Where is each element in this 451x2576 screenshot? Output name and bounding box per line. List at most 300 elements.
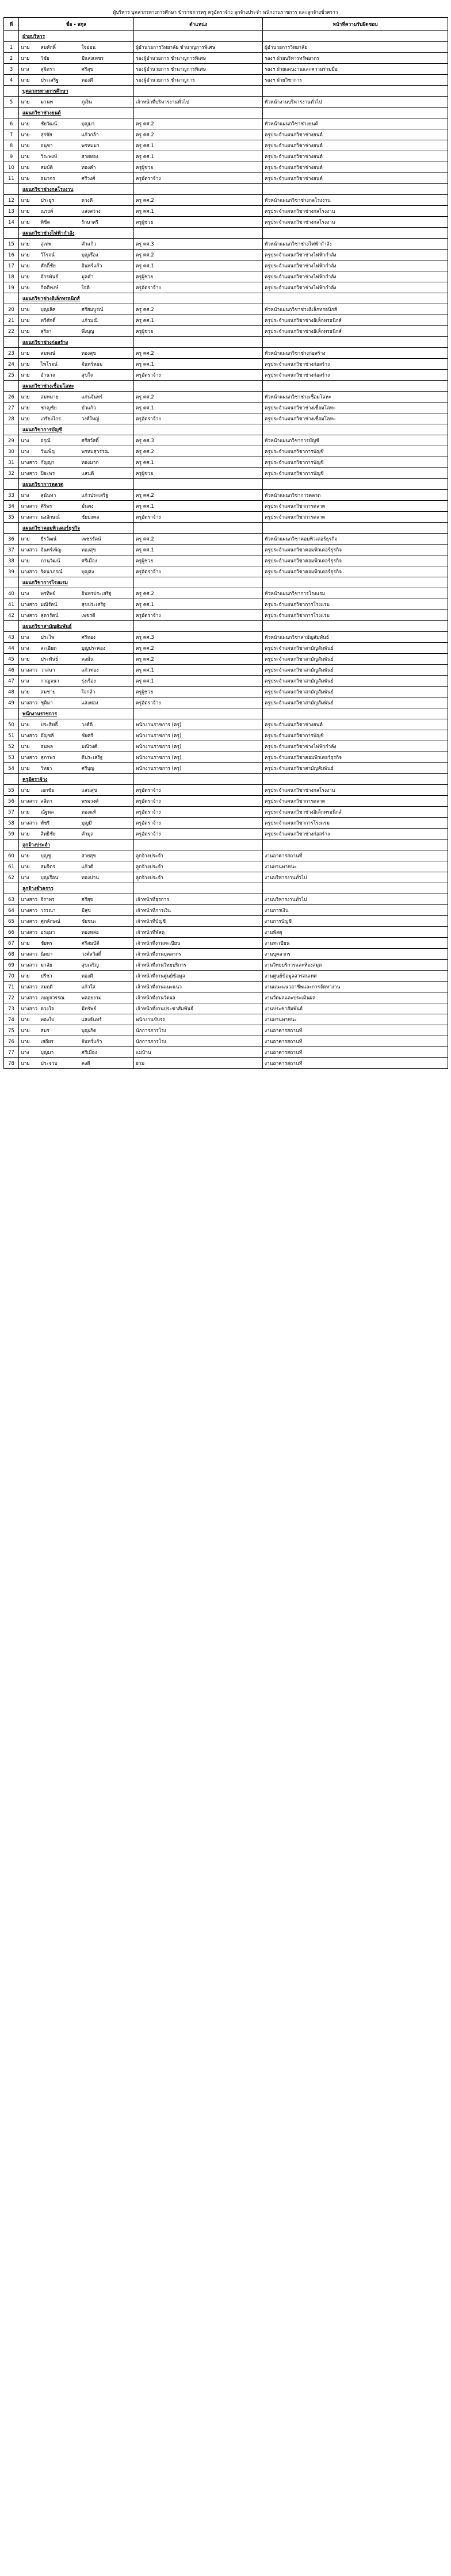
name-prefix: นาย [19, 359, 40, 370]
position-cell: นักการภารโรง [134, 1036, 263, 1047]
section-duty-cell [263, 839, 448, 850]
last-name: รุ่งเรือง [80, 676, 134, 687]
row-number: 69 [4, 960, 19, 971]
row-number: 57 [4, 807, 19, 818]
section-row [4, 621, 448, 632]
duty-cell: งานการเงิน [263, 905, 448, 916]
first-name: สมหมาย [40, 392, 80, 402]
section-number-cell [4, 108, 19, 118]
position-cell: ครู คศ.1 [134, 665, 263, 676]
section-row [4, 293, 448, 304]
first-name: จิราพร [40, 894, 80, 905]
section-position-cell [134, 839, 263, 850]
table-row [4, 829, 448, 839]
duty-cell: หัวหน้าแผนกวิชาช่างกลโรงงาน [263, 195, 448, 206]
document-title: ผู้บริหาร บุคลากรทางการศึกษา ข้าราชการครู ครูอัตราจ้าง ลูกจ้างประจำ พนักงานราชการ และลูกจ้างชั่วคราว [113, 9, 338, 15]
staff-table-body [4, 31, 448, 1069]
position-cell: ครู คศ.2 [134, 348, 263, 359]
header-number: ที่ [4, 18, 19, 31]
first-name: สุดารัตน์ [40, 610, 80, 621]
name-prefix: นาย [19, 534, 40, 545]
section-duty-cell [263, 108, 448, 118]
first-name: บุญเรือน [40, 872, 80, 883]
first-name: สุจิตรา [40, 64, 80, 75]
table-row [4, 1047, 448, 1058]
first-name: ณรงค์ [40, 206, 80, 217]
position-cell: เจ้าหน้าที่งานทะเบียน [134, 938, 263, 949]
first-name: นิตยา [40, 949, 80, 960]
last-name: พรหมสุวรรณ [80, 446, 134, 457]
first-name: วิชัย [40, 53, 80, 64]
duty-cell: ครูประจำแผนกวิชาช่างยนต์ [263, 151, 448, 162]
table-row [4, 490, 448, 501]
position-cell: ครู คศ.1 [134, 599, 263, 610]
first-name: ชุติมา [40, 697, 80, 708]
duty-cell: งานบริหารงานทั่วไป [263, 894, 448, 905]
duty-cell: ครูประจำแผนกวิชาช่างเชื่อมโลหะ [263, 402, 448, 413]
position-cell: ครู คศ.1 [134, 206, 263, 217]
last-name: ศรีสมบัติ [80, 938, 134, 949]
last-name: พรหมมา [80, 140, 134, 151]
section-position-cell [134, 184, 263, 195]
last-name: คงมั่น [80, 654, 134, 665]
position-cell: เจ้าหน้าที่งานบุคลากร [134, 949, 263, 960]
first-name: มานพ [40, 97, 80, 108]
name-prefix: นาย [19, 861, 40, 872]
name-prefix: นาย [19, 260, 40, 271]
row-number: 11 [4, 173, 19, 184]
table-row [4, 271, 448, 282]
last-name: ใจดี [80, 282, 134, 293]
duty-cell: หัวหน้าแผนกวิชาช่างยนต์ [263, 118, 448, 129]
section-position-cell [134, 523, 263, 534]
name-prefix: นางสาว [19, 905, 40, 916]
first-name: ดวงใจ [40, 1003, 80, 1014]
staff-table [3, 17, 448, 1069]
duty-cell: หัวหน้าแผนกวิชาช่างก่อสร้าง [263, 348, 448, 359]
position-cell: ครู คศ.1 [134, 151, 263, 162]
table-row [4, 697, 448, 708]
position-cell: ครูผู้ช่วย [134, 271, 263, 282]
first-name: ประยูร [40, 195, 80, 206]
duty-cell: งานวิทยบริการและห้องสมุด [263, 960, 448, 971]
section-duty-cell [263, 774, 448, 785]
table-row [4, 53, 448, 64]
row-number: 1 [4, 42, 19, 53]
position-cell: ครู คศ.1 [134, 315, 263, 326]
name-prefix: นาย [19, 370, 40, 381]
name-prefix: นางสาว [19, 566, 40, 577]
duty-cell: หัวหน้างานบริหารงานทั่วไป [263, 97, 448, 108]
position-cell: นักการภารโรง [134, 1025, 263, 1036]
name-prefix: นาง [19, 64, 40, 75]
row-number: 16 [4, 250, 19, 260]
position-cell: เจ้าหน้าที่งานวิทยบริการ [134, 960, 263, 971]
position-cell: ครู คศ.2 [134, 195, 263, 206]
section-duty-cell [263, 337, 448, 348]
name-prefix: นาย [19, 687, 40, 697]
first-name: สุเทพ [40, 239, 80, 250]
last-name: สายทอง [80, 151, 134, 162]
table-row [4, 992, 448, 1003]
table-row [4, 206, 448, 217]
name-prefix: นาย [19, 75, 40, 86]
section-number-cell [4, 228, 19, 239]
row-number: 33 [4, 490, 19, 501]
section-row [4, 708, 448, 719]
position-cell: ครู คศ.1 [134, 359, 263, 370]
duty-cell: งานการบัญชี [263, 916, 448, 927]
last-name: บัวแก้ว [80, 402, 134, 413]
duty-cell: งานอาคารสถานที่ [263, 1047, 448, 1058]
position-cell: ลูกจ้างประจำ [134, 872, 263, 883]
section-duty-cell [263, 883, 448, 894]
position-cell: เจ้าหน้าที่บัญชี [134, 916, 263, 927]
duty-cell: ครูประจำแผนกวิชาการโรงแรม [263, 610, 448, 621]
last-name: จันทร์หอม [80, 359, 134, 370]
row-number: 68 [4, 949, 19, 960]
table-row [4, 599, 448, 610]
first-name: สมร [40, 1025, 80, 1036]
duty-cell: ครูประจำแผนกวิชาช่างกลโรงงาน [263, 785, 448, 796]
last-name: คงดี [80, 1058, 134, 1069]
section-duty-cell [263, 523, 448, 534]
section-label: แผนกวิชาช่างเชื่อมโลหะ [19, 381, 134, 392]
last-name: ศรีเมือง [80, 1047, 134, 1058]
first-name: มาลัย [40, 960, 80, 971]
table-row [4, 872, 448, 883]
name-prefix: นางสาว [19, 960, 40, 971]
first-name: ชัยพร [40, 938, 80, 949]
last-name: วงศ์ดี [80, 719, 134, 730]
section-label: ฝ่ายบริหาร [19, 31, 134, 42]
section-label: แผนกวิชาช่างอิเล็กทรอนิกส์ [19, 293, 134, 304]
duty-cell: หัวหน้าแผนกวิชาการโรงแรม [263, 588, 448, 599]
name-prefix: นาย [19, 97, 40, 108]
first-name: เบญจวรรณ [40, 992, 80, 1003]
duty-cell: งานบุคลากร [263, 949, 448, 960]
section-row [4, 381, 448, 392]
section-position-cell [134, 31, 263, 42]
duty-cell: รองฯ ฝ่ายวิชาการ [263, 75, 448, 86]
position-cell: ครูอัตราจ้าง [134, 807, 263, 818]
name-prefix: นางสาว [19, 457, 40, 468]
last-name: บุญส่ง [80, 566, 134, 577]
row-number: 29 [4, 435, 19, 446]
name-prefix: นาง [19, 632, 40, 643]
header-duty: หน้าที่ความรับผิดชอบ [263, 18, 448, 31]
duty-cell: ครูประจำแผนกวิชาช่างยนต์ [263, 719, 448, 730]
last-name: มีแสงเพชร [80, 53, 134, 64]
name-prefix: นาง [19, 872, 40, 883]
section-number-cell [4, 523, 19, 534]
table-row [4, 250, 448, 260]
position-cell: พนักงานราชการ (ครู) [134, 730, 263, 741]
position-cell: ลูกจ้างประจำ [134, 850, 263, 861]
duty-cell: งานทะเบียน [263, 938, 448, 949]
section-position-cell [134, 228, 263, 239]
first-name: รัตนาภรณ์ [40, 566, 80, 577]
name-prefix: นางสาว [19, 468, 40, 479]
section-row [4, 839, 448, 850]
name-prefix: นาย [19, 763, 40, 774]
table-row [4, 64, 448, 75]
row-number: 58 [4, 818, 19, 829]
name-prefix: นางสาว [19, 512, 40, 523]
duty-cell: งานวัดผลและประเมินผล [263, 992, 448, 1003]
position-cell: ครูอัตราจ้าง [134, 829, 263, 839]
row-number: 38 [4, 555, 19, 566]
table-row [4, 1058, 448, 1069]
last-name: ศรีสุข [80, 894, 134, 905]
last-name: ชัยมงคล [80, 512, 134, 523]
row-number: 18 [4, 271, 19, 282]
last-name: บุญเรือง [80, 250, 134, 260]
first-name: ชาญชัย [40, 402, 80, 413]
last-name: บุญเกิด [80, 1025, 134, 1036]
section-duty-cell [263, 479, 448, 490]
row-number: 9 [4, 151, 19, 162]
row-number: 65 [4, 916, 19, 927]
first-name: สิทธิชัย [40, 829, 80, 839]
row-number: 61 [4, 861, 19, 872]
duty-cell: ครูประจำแผนกวิชาสามัญสัมพันธ์ [263, 654, 448, 665]
position-cell: ครูอัตราจ้าง [134, 785, 263, 796]
row-number: 77 [4, 1047, 19, 1058]
section-duty-cell [263, 424, 448, 435]
name-prefix: นางสาว [19, 818, 40, 829]
table-row [4, 785, 448, 796]
duty-cell: ครูประจำแผนกวิชาช่างยนต์ [263, 162, 448, 173]
table-row [4, 687, 448, 697]
table-row [4, 315, 448, 326]
position-cell: รองผู้อำนวยการ ชำนาญการพิเศษ [134, 53, 263, 64]
duty-cell: งานประชาสัมพันธ์ [263, 1003, 448, 1014]
row-number: 52 [4, 741, 19, 752]
position-cell: ครู คศ.1 [134, 676, 263, 687]
row-number: 15 [4, 239, 19, 250]
name-prefix: นางสาว [19, 982, 40, 992]
duty-cell: หัวหน้าแผนกวิชาช่างไฟฟ้ากำลัง [263, 239, 448, 250]
row-number: 41 [4, 599, 19, 610]
duty-cell: ครูประจำแผนกวิชาสามัญสัมพันธ์ [263, 676, 448, 687]
name-prefix: นาย [19, 118, 40, 129]
first-name: ศุภลักษณ์ [40, 916, 80, 927]
first-name: วรรณา [40, 905, 80, 916]
last-name: สายสุข [80, 850, 134, 861]
row-number: 2 [4, 53, 19, 64]
first-name: ณัฐพล [40, 807, 80, 818]
last-name: ทองดี [80, 75, 134, 86]
first-name: ประสิทธิ์ [40, 719, 80, 730]
name-prefix: นาย [19, 829, 40, 839]
row-number: 14 [4, 217, 19, 228]
last-name: แสงทอง [80, 697, 134, 708]
section-position-cell [134, 577, 263, 588]
name-prefix: นางสาว [19, 545, 40, 555]
last-name: แก้วประเสริฐ [80, 490, 134, 501]
duty-cell: ครูประจำแผนกวิชาช่างยนต์ [263, 129, 448, 140]
first-name: มณีรัตน์ [40, 599, 80, 610]
table-row [4, 894, 448, 905]
position-cell: ครูผู้ช่วย [134, 687, 263, 697]
last-name: มีทรัพย์ [80, 1003, 134, 1014]
position-cell: ครู คศ.2 [134, 654, 263, 665]
header-position: ตำแหน่ง [134, 18, 263, 31]
first-name: อนุชา [40, 140, 80, 151]
position-cell: ครู คศ.2 [134, 304, 263, 315]
last-name: ทองคำ [80, 162, 134, 173]
first-name: วีระพงษ์ [40, 151, 80, 162]
first-name: อรอุมา [40, 927, 80, 938]
section-row [4, 774, 448, 785]
table-row [4, 741, 448, 752]
position-cell: เจ้าหน้าที่งานศูนย์ข้อมูล [134, 971, 263, 982]
table-row [4, 610, 448, 621]
table-row [4, 42, 448, 53]
duty-cell: งานอาคารสถานที่ [263, 1025, 448, 1036]
duty-cell: ครูประจำแผนกวิชาช่างไฟฟ้ากำลัง [263, 741, 448, 752]
table-row [4, 861, 448, 872]
section-row [4, 523, 448, 534]
section-number-cell [4, 86, 19, 97]
section-row [4, 479, 448, 490]
first-name: ไพโรจน์ [40, 359, 80, 370]
position-cell: ครูผู้ช่วย [134, 468, 263, 479]
position-cell: ครู คศ.2 [134, 446, 263, 457]
table-row [4, 534, 448, 545]
last-name: ทองดี [80, 971, 134, 982]
row-number: 22 [4, 326, 19, 337]
table-row [4, 960, 448, 971]
first-name: ประพันธ์ [40, 654, 80, 665]
duty-cell: ครูประจำแผนกวิชาสามัญสัมพันธ์ [263, 665, 448, 676]
table-row [4, 643, 448, 654]
position-cell: ครู คศ.2 [134, 643, 263, 654]
duty-cell: หัวหน้าแผนกวิชาการบัญชี [263, 435, 448, 446]
duty-cell: งานยานพาหนะ [263, 1014, 448, 1025]
row-number: 21 [4, 315, 19, 326]
last-name: ทองสุข [80, 348, 134, 359]
last-name: แก้วทอง [80, 665, 134, 676]
last-name: ทองสุข [80, 545, 134, 555]
position-cell: เจ้าหน้าที่งานประชาสัมพันธ์ [134, 1003, 263, 1014]
position-cell: ครู คศ.2 [134, 534, 263, 545]
name-prefix: นาย [19, 971, 40, 982]
row-number: 6 [4, 118, 19, 129]
table-row [4, 654, 448, 665]
duty-cell: ครูประจำแผนกวิชาการโรงแรม [263, 599, 448, 610]
position-cell: พนักงานขับรถ [134, 1014, 263, 1025]
duty-cell: งานอาคารสถานที่ [263, 1036, 448, 1047]
row-number: 37 [4, 545, 19, 555]
table-row [4, 555, 448, 566]
name-prefix: นางสาว [19, 697, 40, 708]
duty-cell: รองฯ ฝ่ายบริหารทรัพยากร [263, 53, 448, 64]
duty-cell: ครูประจำแผนกวิชาช่างอิเล็กทรอนิกส์ [263, 326, 448, 337]
duty-cell: ครูประจำแผนกวิชาสามัญสัมพันธ์ [263, 763, 448, 774]
section-row [4, 86, 448, 97]
first-name: พิชิต [40, 217, 80, 228]
last-name: แก้วกล้า [80, 129, 134, 140]
row-number: 54 [4, 763, 19, 774]
table-row [4, 326, 448, 337]
name-prefix: นางสาว [19, 992, 40, 1003]
last-name: สุขประเสริฐ [80, 599, 134, 610]
section-label: แผนกวิชาช่างไฟฟ้ากำลัง [19, 228, 134, 239]
row-number: 76 [4, 1036, 19, 1047]
section-label: แผนกวิชาการตลาด [19, 479, 134, 490]
table-row [4, 796, 448, 807]
last-name: แสงสว่าง [80, 206, 134, 217]
last-name: แก้วใส [80, 982, 134, 992]
first-name: จันทร์เพ็ญ [40, 545, 80, 555]
row-number: 12 [4, 195, 19, 206]
last-name: ดวงดี [80, 195, 134, 206]
name-prefix: นางสาว [19, 501, 40, 512]
last-name: สุขเจริญ [80, 960, 134, 971]
position-cell: ครูผู้ช่วย [134, 326, 263, 337]
table-row [4, 217, 448, 228]
last-name: มณีวงศ์ [80, 741, 134, 752]
position-cell: เจ้าหน้าที่งานวัดผล [134, 992, 263, 1003]
row-number: 75 [4, 1025, 19, 1036]
section-number-cell [4, 621, 19, 632]
table-row [4, 949, 448, 960]
name-prefix: นาย [19, 555, 40, 566]
section-position-cell [134, 883, 263, 894]
row-number: 71 [4, 982, 19, 992]
first-name: สมชาย [40, 687, 80, 697]
first-name: อำนาจ [40, 370, 80, 381]
name-prefix: นาย [19, 938, 40, 949]
row-number: 28 [4, 413, 19, 424]
duty-cell: หัวหน้าแผนกวิชาช่างอิเล็กทรอนิกส์ [263, 304, 448, 315]
row-number: 24 [4, 359, 19, 370]
section-duty-cell [263, 31, 448, 42]
duty-cell: ครูประจำแผนกวิชาคอมพิวเตอร์ธุรกิจ [263, 752, 448, 763]
row-number: 30 [4, 446, 19, 457]
section-duty-cell [263, 381, 448, 392]
last-name: ทองมาก [80, 457, 134, 468]
row-number: 64 [4, 905, 19, 916]
position-cell: ครู คศ.1 [134, 457, 263, 468]
section-row [4, 577, 448, 588]
duty-cell: งานอาคารสถานที่ [263, 850, 448, 861]
name-prefix: นาย [19, 162, 40, 173]
name-prefix: นาย [19, 42, 40, 53]
first-name: สุภาพร [40, 752, 80, 763]
row-number: 7 [4, 129, 19, 140]
last-name: พึ่งบุญ [80, 326, 134, 337]
name-prefix: นาย [19, 807, 40, 818]
name-prefix: นาง [19, 588, 40, 599]
duty-cell: ครูประจำแผนกวิชาช่างก่อสร้าง [263, 359, 448, 370]
last-name: ศรีเมือง [80, 555, 134, 566]
first-name: สมพงษ์ [40, 348, 80, 359]
section-number-cell [4, 424, 19, 435]
name-prefix: นางสาว [19, 610, 40, 621]
name-prefix: นางสาว [19, 796, 40, 807]
table-row [4, 162, 448, 173]
position-cell: เจ้าหน้าที่ธุรการ [134, 894, 263, 905]
position-cell: ครู คศ.1 [134, 402, 263, 413]
duty-cell: งานอาคารสถานที่ [263, 1058, 448, 1069]
table-row [4, 1036, 448, 1047]
first-name: วาสนา [40, 665, 80, 676]
section-number-cell [4, 337, 19, 348]
name-prefix: นาง [19, 490, 40, 501]
